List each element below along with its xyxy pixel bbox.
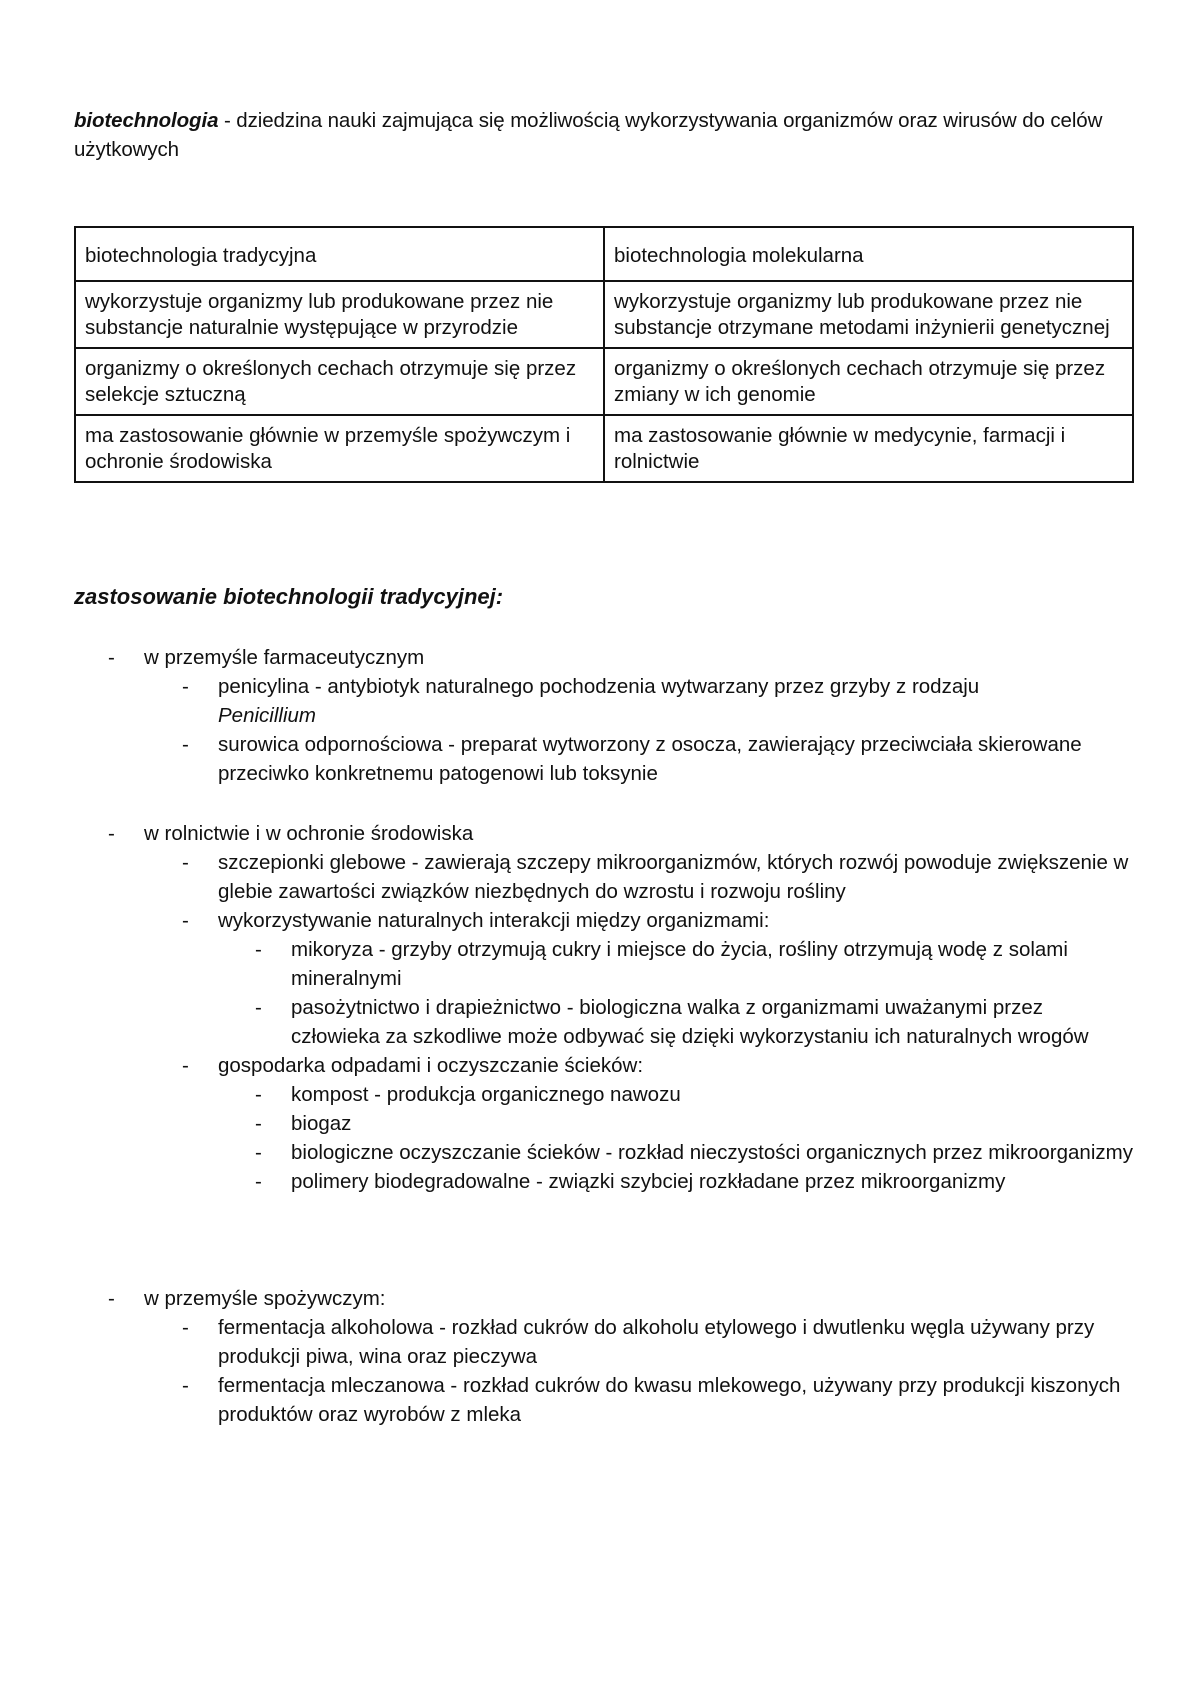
bullet-dash: - — [108, 822, 115, 845]
bullet-dash: - — [255, 996, 262, 1019]
list-item — [74, 1051, 1134, 1080]
bullet-dash: - — [108, 646, 115, 669]
list-item — [74, 672, 1134, 730]
list-group-pharma — [74, 643, 1134, 788]
list-item-text: polimery biodegradowalne - związki szybciej rozkładane przez mikroorganizmy — [291, 1170, 1006, 1193]
list-item — [74, 1313, 1134, 1371]
list-item-text: surowica odpornościowa - preparat wytworzony z osocza, zawierający przeciwciała skierowane przeciwko konkretnemu patogenowi lub toksynie — [218, 733, 1082, 785]
list-item-text: mikoryza - grzyby otrzymują cukry i miejsce do życia, rośliny otrzymują wodę z solami mineralnymi — [291, 938, 1068, 990]
genus-name: Penicillium — [218, 704, 316, 727]
table-cell: wykorzystuje organizmy lub produkowane przez nie substancje naturalnie występujące w przyrodzie — [75, 281, 604, 348]
list-item-text: w rolnictwie i w ochronie środowiska — [144, 822, 474, 845]
list-group-food — [74, 1284, 1134, 1429]
bullet-dash: - — [182, 909, 189, 932]
section-title: zastosowanie biotechnologii tradycyjnej: — [74, 584, 504, 609]
list-item — [74, 1109, 1134, 1138]
table-header-row — [75, 227, 1133, 281]
bullet-dash: - — [182, 675, 189, 698]
table-cell: ma zastosowanie głównie w medycynie, farmacji i rolnictwie — [604, 415, 1133, 482]
list-item-text: szczepionki glebowe - zawierają szczepy mikroorganizmów, których rozwój powoduje zwiększenie w glebie zawartości związków niezbędnych do wzrostu i rozwoju rośliny — [218, 851, 1129, 903]
definition-text: - dziedzina nauki zajmująca się możliwością wykorzystywania organizmów oraz wirusów do celów użytkowych — [74, 109, 1103, 161]
bullet-dash: - — [182, 1374, 189, 1397]
definition-term: biotechnologia — [74, 109, 219, 132]
bullet-dash: - — [182, 1316, 189, 1339]
table-row — [75, 348, 1133, 415]
table-row — [75, 415, 1133, 482]
table-row — [75, 281, 1133, 348]
list-item — [74, 1080, 1134, 1109]
list-item-text: gospodarka odpadami i oczyszczanie ścieków: — [218, 1054, 644, 1077]
list-item-text: w przemyśle spożywczym: — [144, 1287, 386, 1310]
comparison-table — [74, 226, 1134, 483]
bullet-dash: - — [255, 1083, 262, 1106]
bullet-dash: - — [255, 1170, 262, 1193]
list-item — [74, 935, 1134, 993]
table-cell: ma zastosowanie głównie w przemyśle spożywczym i ochronie środowiska — [75, 415, 604, 482]
list-item-text: pasożytnictwo i drapieżnictwo - biologiczna walka z organizmami uważanymi przez człowieka za szkodliwe może odbywać się dzięki wykorzystaniu ich naturalnych wrogów — [291, 996, 1089, 1048]
list-item — [74, 819, 1134, 848]
list-item-text: penicylina - antybiotyk naturalnego pochodzenia wytwarzany przez grzyby z rodzaju — [218, 675, 980, 698]
bullet-dash: - — [108, 1287, 115, 1310]
list-item-text: w przemyśle farmaceutycznym — [144, 646, 425, 669]
bullet-dash: - — [182, 1054, 189, 1077]
bullet-dash: - — [255, 1141, 262, 1164]
table-cell: organizmy o określonych cechach otrzymuje się przez selekcje sztuczną — [75, 348, 604, 415]
list-item — [74, 848, 1134, 906]
definition-paragraph — [74, 106, 1134, 164]
list-item-text: biogaz — [291, 1112, 352, 1135]
list-item — [74, 993, 1134, 1051]
list-item-text: fermentacja mleczanowa - rozkład cukrów do kwasu mlekowego, używany przy produkcji kiszonych produktów oraz wyrobów z mleka — [218, 1374, 1121, 1426]
list-item — [74, 643, 1134, 672]
bullet-dash: - — [255, 1112, 262, 1135]
bullet-dash: - — [255, 938, 262, 961]
list-item — [74, 1138, 1134, 1167]
list-item — [74, 1371, 1134, 1429]
table-header-cell: biotechnologia molekularna — [604, 227, 1133, 281]
bullet-dash: - — [182, 733, 189, 756]
list-item — [74, 1167, 1134, 1196]
table-cell: wykorzystuje organizmy lub produkowane przez nie substancje otrzymane metodami inżynierii genetycznej — [604, 281, 1133, 348]
list-group-agriculture — [74, 819, 1134, 1196]
list-item — [74, 730, 1134, 788]
list-item-text: biologiczne oczyszczanie ścieków - rozkład nieczystości organicznych przez mikroorganizmy — [291, 1141, 1133, 1164]
table-cell: organizmy o określonych cechach otrzymuje się przez zmiany w ich genomie — [604, 348, 1133, 415]
bullet-dash: - — [182, 851, 189, 874]
list-item-text: wykorzystywanie naturalnych interakcji między organizmami: — [218, 909, 770, 932]
list-item-text: fermentacja alkoholowa - rozkład cukrów do alkoholu etylowego i dwutlenku węgla używany przy produkcji piwa, wina oraz pieczywa — [218, 1316, 1095, 1368]
list-item — [74, 906, 1134, 935]
table-header-cell: biotechnologia tradycyjna — [75, 227, 604, 281]
list-item-text: kompost - produkcja organicznego nawozu — [291, 1083, 681, 1106]
list-item — [74, 1284, 1134, 1313]
